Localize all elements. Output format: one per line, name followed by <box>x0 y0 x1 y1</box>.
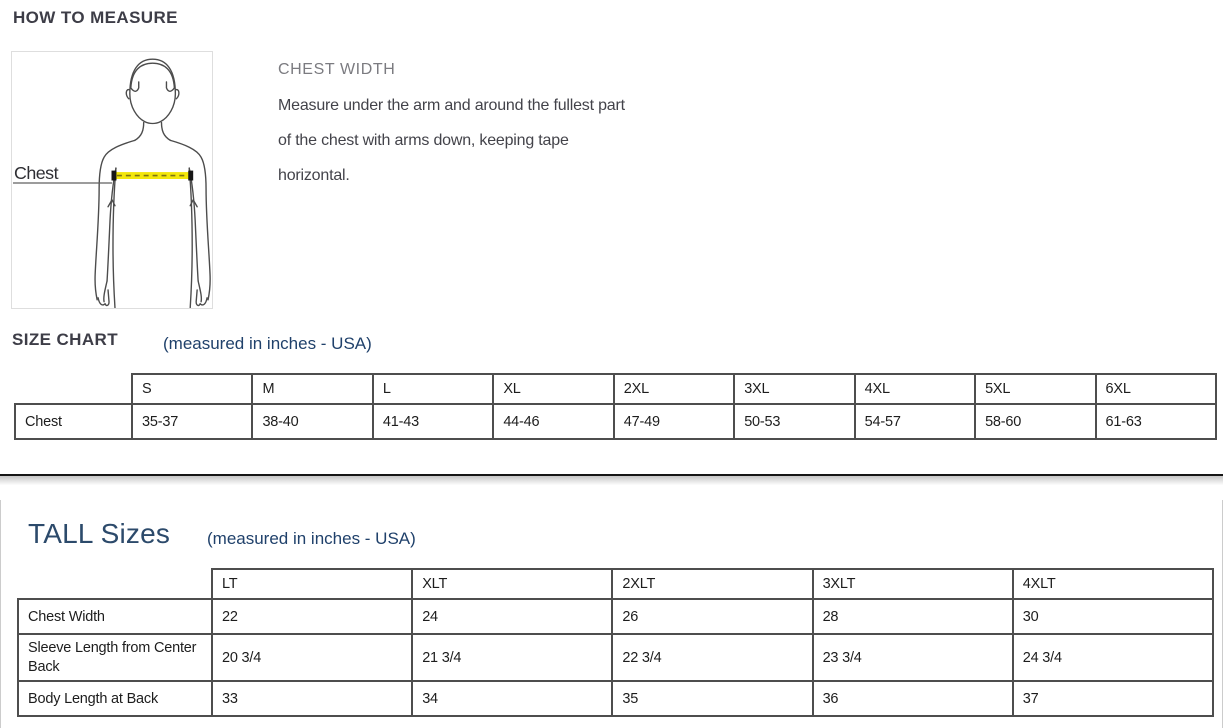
size-value-cell: 22 3/4 <box>612 634 812 681</box>
size-column-header: 5XL <box>975 374 1095 404</box>
row-label: Sleeve Length from Center Back <box>18 634 212 681</box>
size-value-cell: 21 3/4 <box>412 634 612 681</box>
table-row <box>18 681 1213 716</box>
chest-tape <box>112 171 194 181</box>
size-chart-header-row <box>15 374 1216 404</box>
size-column-header: M <box>252 374 372 404</box>
size-value-cell: 44-46 <box>493 404 613 439</box>
size-value-cell: 58-60 <box>975 404 1095 439</box>
chest-label: Chest <box>13 163 59 184</box>
size-value-cell: 26 <box>612 599 812 634</box>
size-value-cell: 47-49 <box>614 404 734 439</box>
table-row <box>15 404 1216 439</box>
tall-sizes-panel <box>0 500 1223 728</box>
instruction-line: horizontal. <box>278 167 350 184</box>
table-row <box>18 634 1213 681</box>
instruction-line: Measure under the arm and around the fullest part <box>278 97 625 114</box>
size-column-header: 4XLT <box>1013 569 1213 599</box>
size-column-header: 3XL <box>734 374 854 404</box>
size-chart-heading: SIZE CHART <box>12 330 118 349</box>
size-value-cell: 20 3/4 <box>212 634 412 681</box>
size-column-header: 6XL <box>1096 374 1217 404</box>
measure-instructions <box>278 88 708 193</box>
size-value-cell: 41-43 <box>373 404 493 439</box>
empty-corner-cell <box>15 374 132 404</box>
size-value-cell: 61-63 <box>1096 404 1217 439</box>
tall-sizes-heading: TALL Sizes <box>28 518 171 549</box>
tall-sizes-table <box>17 568 1214 717</box>
table-row <box>18 599 1213 634</box>
size-value-cell: 24 <box>412 599 612 634</box>
male-torso-diagram-icon <box>12 52 212 308</box>
size-chart-table <box>14 373 1217 440</box>
row-label: Chest Width <box>18 599 212 634</box>
size-value-cell: 50-53 <box>734 404 854 439</box>
size-value-cell: 30 <box>1013 599 1213 634</box>
size-column-header: 4XL <box>855 374 975 404</box>
how-to-measure-heading: HOW TO MEASURE <box>13 8 178 27</box>
size-value-cell: 54-57 <box>855 404 975 439</box>
chest-width-heading: CHEST WIDTH <box>278 61 396 78</box>
size-column-header: 3XLT <box>813 569 1013 599</box>
size-value-cell: 35-37 <box>132 404 252 439</box>
tall-sizes-subtitle: (measured in inches - USA) <box>207 529 416 548</box>
empty-corner-cell <box>18 569 212 599</box>
size-value-cell: 37 <box>1013 681 1213 716</box>
size-value-cell: 38-40 <box>252 404 372 439</box>
size-column-header: L <box>373 374 493 404</box>
instruction-line: of the chest with arms down, keeping tape <box>278 132 569 149</box>
size-value-cell: 22 <box>212 599 412 634</box>
size-column-header: XLT <box>412 569 612 599</box>
size-column-header: LT <box>212 569 412 599</box>
size-value-cell: 33 <box>212 681 412 716</box>
size-column-header: 2XLT <box>612 569 812 599</box>
row-label: Body Length at Back <box>18 681 212 716</box>
section-divider <box>0 474 1223 487</box>
size-chart-subtitle: (measured in inches - USA) <box>163 334 372 353</box>
measurement-figure <box>11 51 213 309</box>
size-column-header: XL <box>493 374 613 404</box>
size-value-cell: 28 <box>813 599 1013 634</box>
size-value-cell: 35 <box>612 681 812 716</box>
size-value-cell: 23 3/4 <box>813 634 1013 681</box>
size-value-cell: 24 3/4 <box>1013 634 1213 681</box>
row-label: Chest <box>15 404 132 439</box>
size-column-header: 2XL <box>614 374 734 404</box>
size-value-cell: 36 <box>813 681 1013 716</box>
size-column-header: S <box>132 374 252 404</box>
size-value-cell: 34 <box>412 681 612 716</box>
tall-sizes-header-row <box>18 569 1213 599</box>
